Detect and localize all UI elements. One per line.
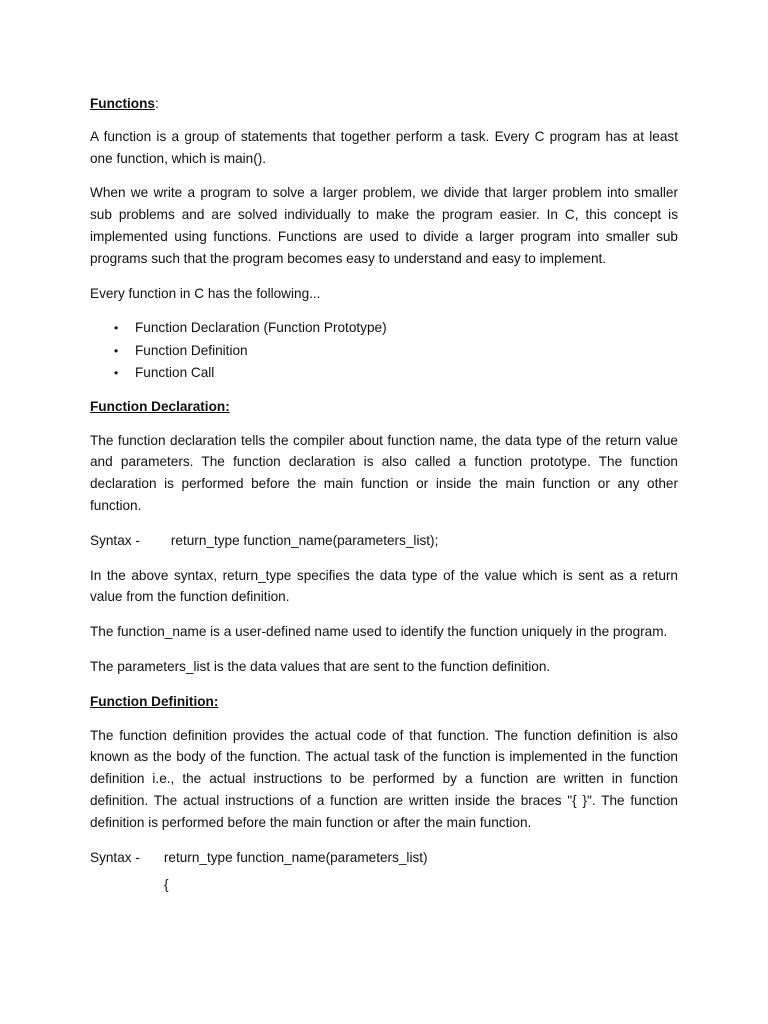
document-page bbox=[90, 93, 678, 896]
list-item-text: Function Declaration (Function Prototype) bbox=[135, 320, 387, 336]
heading-functions-colon: : bbox=[154, 96, 159, 111]
heading-function-declaration-text: Function Declaration: bbox=[90, 398, 230, 414]
declaration-paragraph: The function declaration tells the compiler about function name, the data type of the return value and parameters. The function declaration is also called a function prototype. The function declaration is performed before the main function or inside the main function or any other function. bbox=[90, 432, 678, 514]
syntax-code: return_type function_name(parameters_list); bbox=[170, 532, 439, 548]
definition-syntax bbox=[90, 847, 678, 869]
functions-purpose-paragraph: When we write a program to solve a larger problem, we divide that larger problem into smaller sub problems and are solved individually to make the program easier. In C, this concept is implemented using functions. Functions are used to divide a larger program into smaller sub programs such that the program becomes easy to understand and easy to implement. bbox=[90, 185, 678, 266]
list-item-text: Function Call bbox=[135, 365, 215, 381]
heading-functions bbox=[90, 93, 678, 115]
heading-functions-text: Functions bbox=[90, 96, 155, 111]
list-item-text: Function Definition bbox=[135, 342, 248, 358]
list-item bbox=[90, 362, 678, 385]
list-item bbox=[90, 340, 678, 363]
functions-parts-intro: Every function in C has the following... bbox=[90, 285, 321, 301]
syntax-label: Syntax - bbox=[90, 532, 140, 548]
open-brace: { bbox=[164, 877, 169, 893]
function-name-paragraph: The function_name is a user-defined name used to identify the function uniquely in the program. bbox=[90, 624, 668, 640]
list-item bbox=[90, 317, 678, 340]
heading-function-definition-text: Function Definition: bbox=[90, 693, 219, 709]
bullet-icon: • bbox=[114, 366, 119, 381]
parameters-list-paragraph: The parameters_list is the data values that are sent to the function definition. bbox=[90, 659, 551, 675]
return-type-paragraph: In the above syntax, return_type specifies the data type of the value which is sent as a return value from the function definition. bbox=[90, 567, 678, 605]
function-parts-list bbox=[90, 317, 678, 385]
heading-function-declaration bbox=[90, 396, 678, 418]
bullet-icon: • bbox=[114, 321, 119, 336]
definition-paragraph: The function definition provides the actual code of that function. The function definition is also known as the body of the function. The actual task of the function is implemented in the function definition i.e., the actual instructions to be performed by a function are written in function definition. The actual instructions of a function are written inside the braces "{ }". The function definition is performed before the main function or after the main function. bbox=[90, 727, 678, 830]
declaration-syntax bbox=[90, 530, 678, 552]
bullet-icon: • bbox=[114, 343, 119, 358]
functions-intro-paragraph: A function is a group of statements that together perform a task. Every C program has at least one function, which is main(). bbox=[90, 128, 678, 166]
syntax-label: Syntax - bbox=[90, 849, 140, 865]
syntax-code: return_type function_name(parameters_list) bbox=[163, 849, 428, 865]
heading-function-definition bbox=[90, 691, 678, 713]
